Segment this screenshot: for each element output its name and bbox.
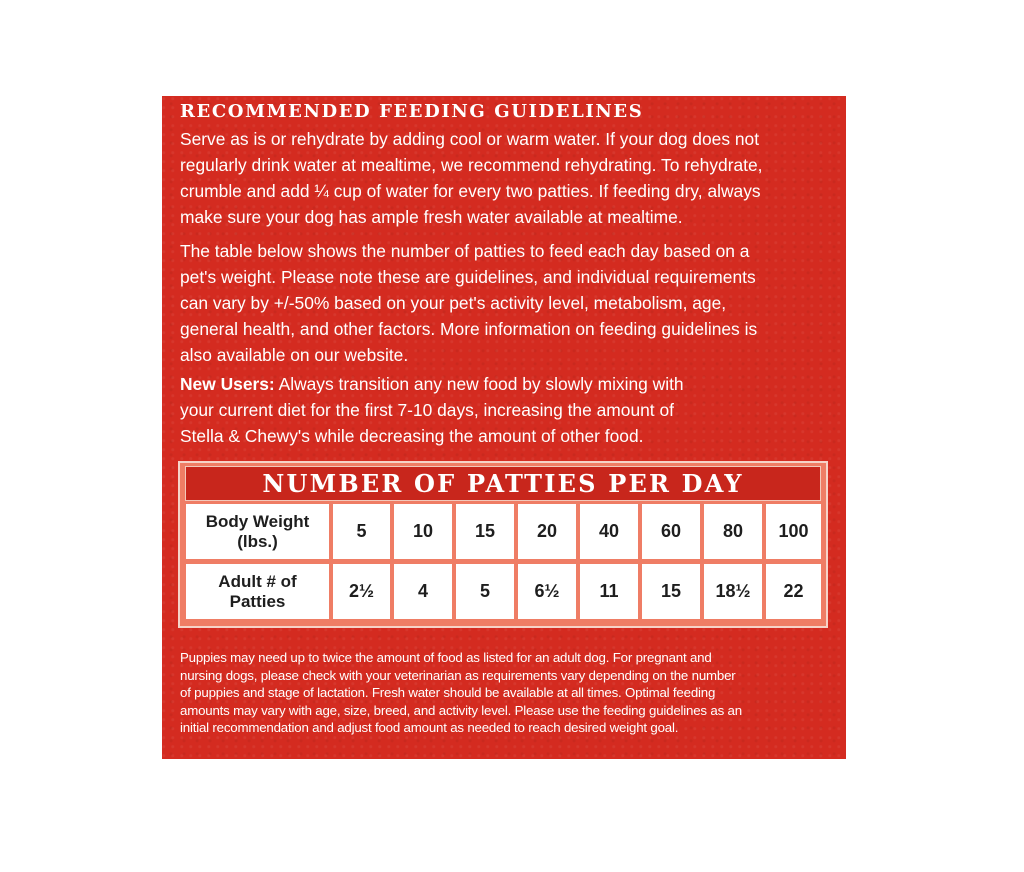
patties-cell: 2½ — [333, 564, 390, 619]
weight-cell: 20 — [518, 504, 576, 559]
patties-table — [178, 461, 828, 628]
guidelines-heading: RECOMMENDED FEEDING GUIDELINES — [180, 101, 644, 122]
weight-cell: 40 — [580, 504, 638, 559]
weight-cell: 60 — [642, 504, 700, 559]
puppies-footnote: Puppies may need up to twice the amount of food as listed for an adult dog. For pregnant and nursing dogs, please check with your veterinarian as requirements vary depending on the number of puppies and stage of lactation. Fresh water should be available at all times. Optimal feeding amounts may vary with age, size, breed, and activity level. Please use the feeding guidelines as an initial recommendation and adjust food amount as needed to reach desired weight goal. — [180, 650, 742, 736]
patties-cell: 15 — [642, 564, 700, 619]
weight-cell: 80 — [704, 504, 762, 559]
new-users-paragraph — [180, 371, 830, 449]
new-users-label: New Users: — [180, 374, 275, 394]
table-intro-paragraph: The table below shows the number of patties to feed each day based on a pet's weight. Please note these are guidelines, and individual requirements can vary by +/-50% based on your pet's activity level, metabolism, age, general health, and other factors. More information on feeding guidelines is also available on our website. — [180, 241, 758, 365]
patties-cell: 11 — [580, 564, 638, 619]
new-users-text: Always transition any new food by slowly mixing with your current diet for the first 7-10 days, increasing the amount of Stella & Chewy's while decreasing the amount of other food. — [180, 374, 684, 446]
table-title: NUMBER OF PATTIES PER DAY — [185, 466, 821, 501]
weight-cell: 15 — [456, 504, 514, 559]
patties-cell: 22 — [766, 564, 821, 619]
adult-patties-header: Adult # of Patties — [186, 564, 329, 619]
weight-cell: 5 — [333, 504, 390, 559]
weight-cell: 10 — [394, 504, 452, 559]
rehydrate-paragraph: Serve as is or rehydrate by adding cool or warm water. If your dog does not regularly drink water at mealtime, we recommend rehydrating. To rehydrate, crumble and add ¼ cup of water for every two patties. If feeding dry, always make sure your dog has ample fresh water available at mealtime. — [180, 129, 763, 227]
patties-cell: 5 — [456, 564, 514, 619]
weight-cell: 100 — [766, 504, 821, 559]
patties-cell: 4 — [394, 564, 452, 619]
patties-cell: 18½ — [704, 564, 762, 619]
patties-cell: 6½ — [518, 564, 576, 619]
feeding-guidelines-panel — [162, 96, 846, 759]
body-weight-header: Body Weight (lbs.) — [186, 504, 329, 559]
